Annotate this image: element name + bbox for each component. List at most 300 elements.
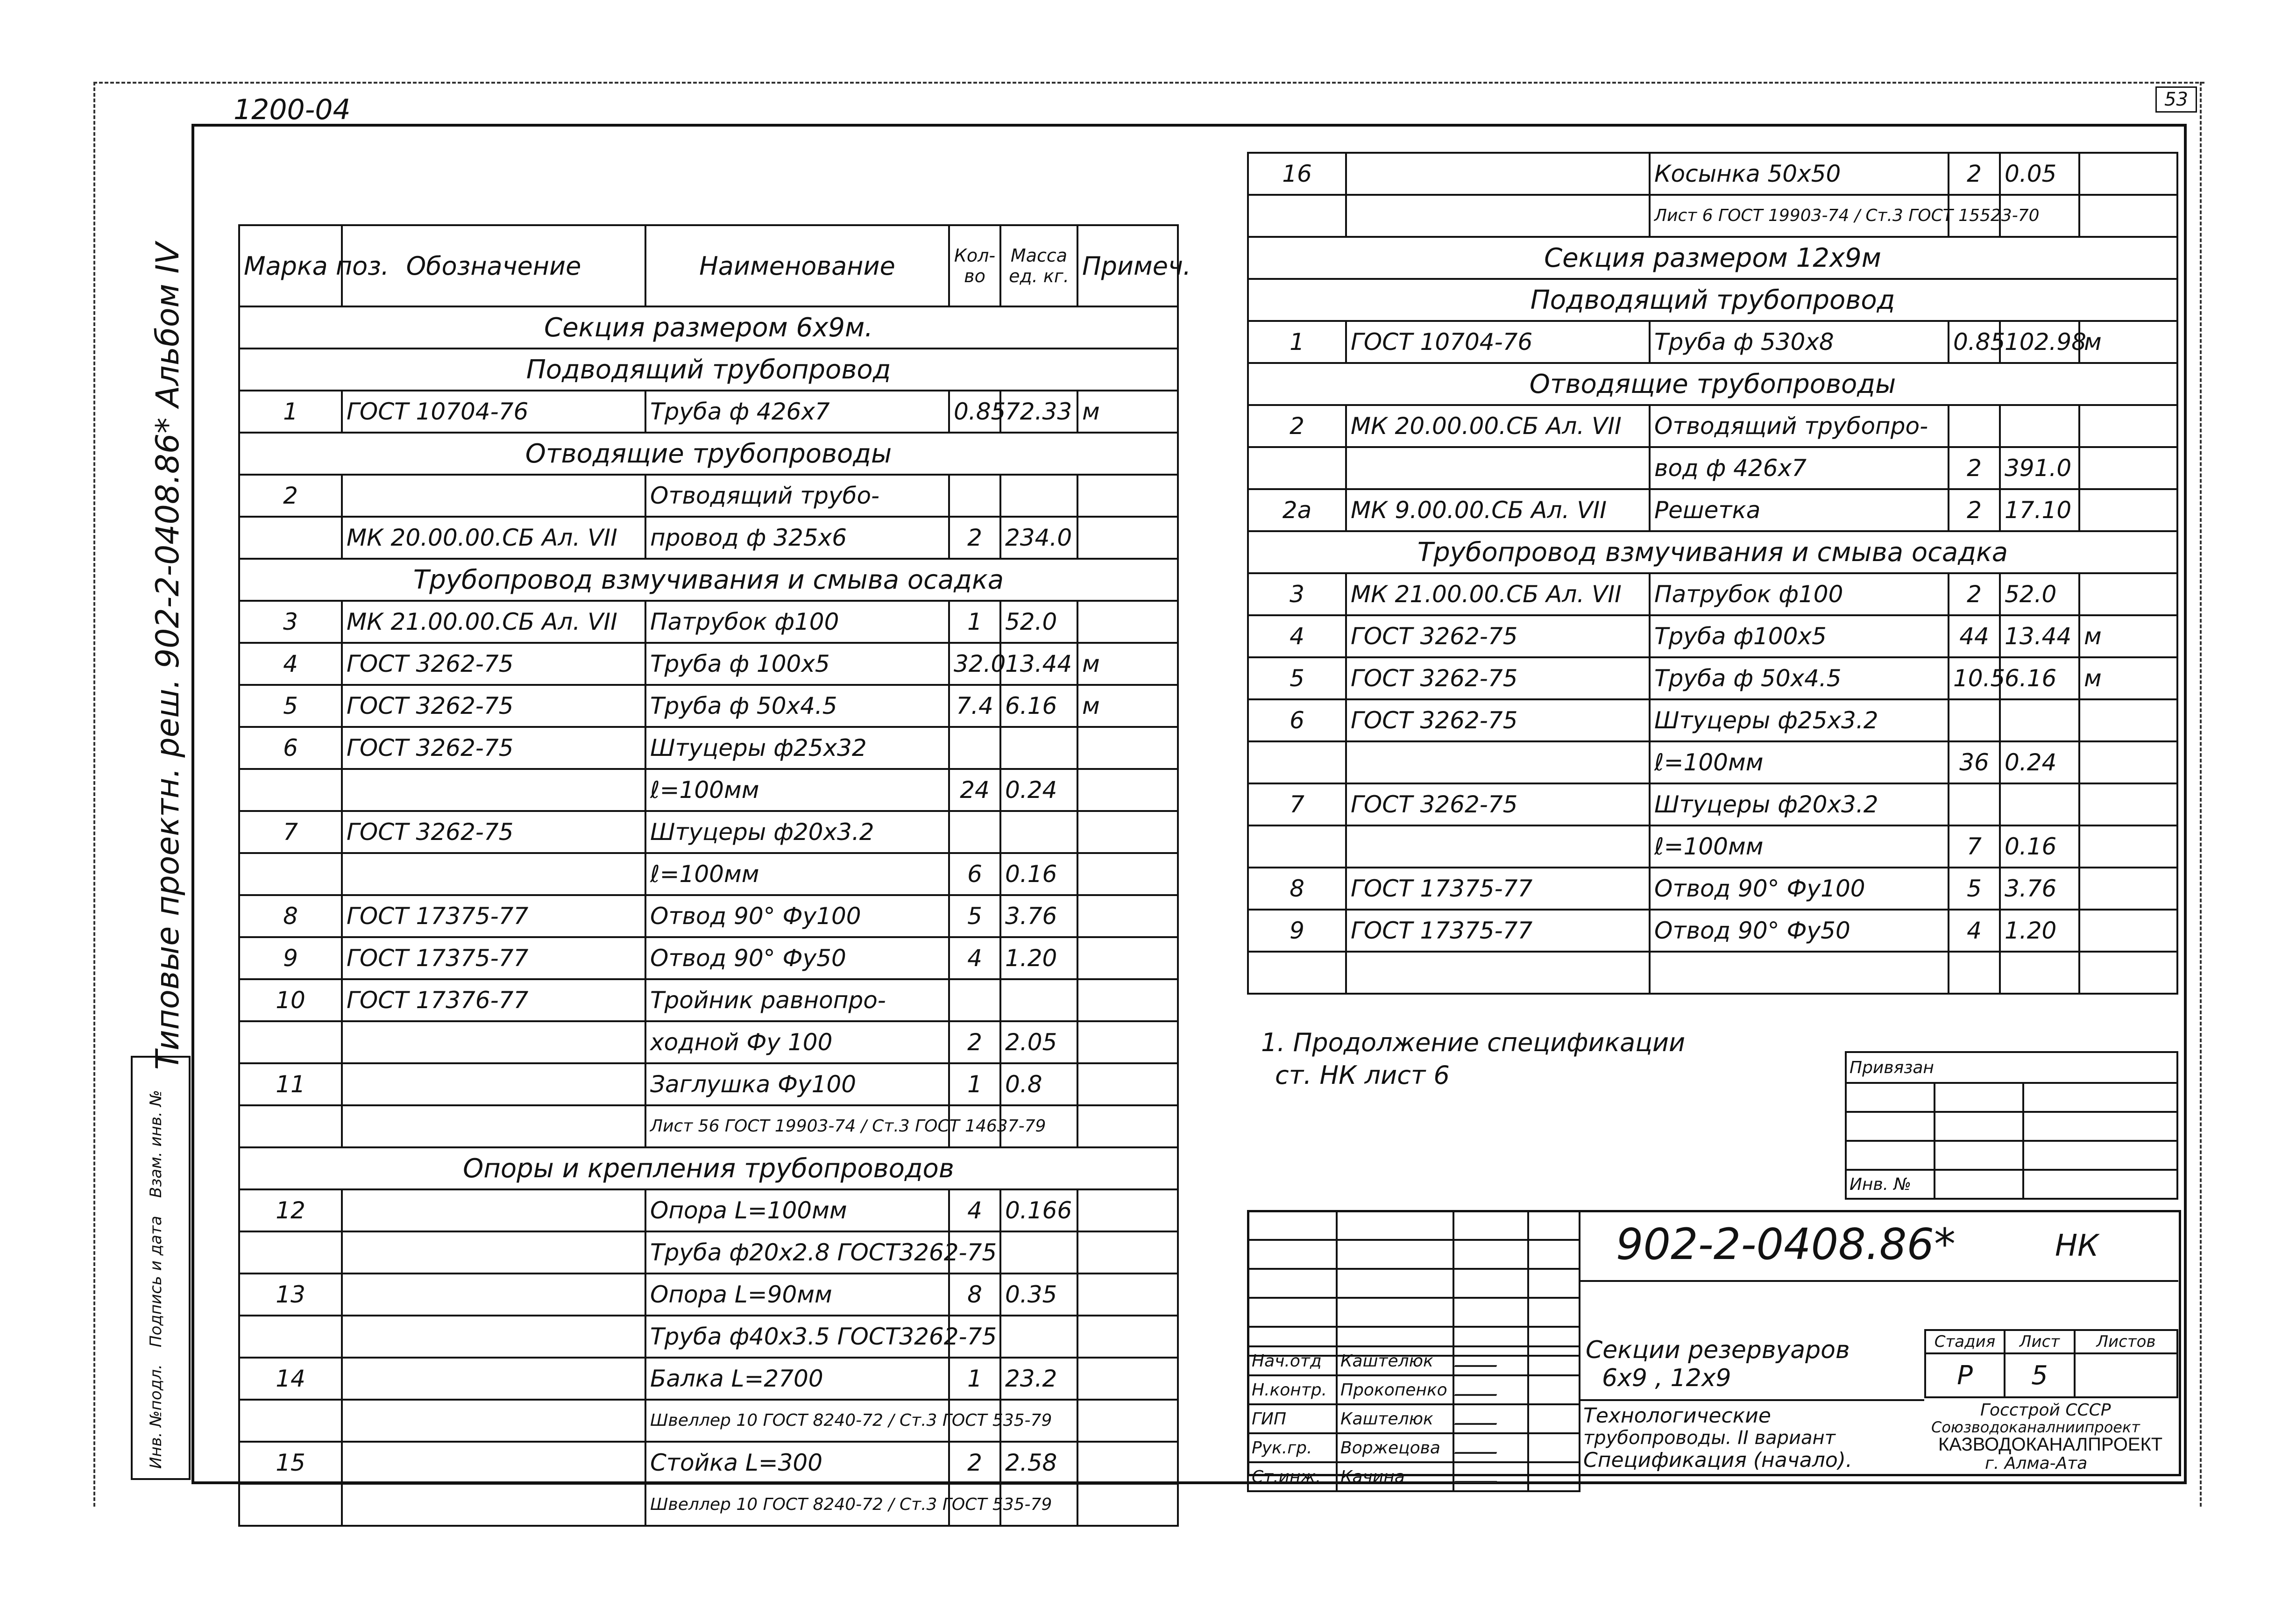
- signature-scribble: [1454, 1438, 1502, 1454]
- table-cell: 2: [949, 1021, 1000, 1063]
- table-row: [239, 517, 1178, 559]
- table-cell: [1949, 783, 2000, 825]
- signature-scribble: [1454, 1467, 1502, 1483]
- table-cell: [2079, 153, 2177, 195]
- bound-label: Привязан: [1846, 1052, 2177, 1083]
- table-cell: ГОСТ 17375-77: [342, 937, 645, 979]
- table-cell: ℓ=100мм: [645, 769, 949, 811]
- table-cell: 0.16: [2000, 825, 2079, 868]
- section-title: Отводящие трубопроводы: [1248, 363, 2177, 405]
- table-cell: Труба ф 50х4.5: [1650, 657, 1949, 699]
- col-header: Марка поз.: [239, 225, 342, 306]
- table-cell: Труба ф40х3.5 ГОСТ3262-75: [645, 1316, 949, 1358]
- table-cell: 234.0: [1000, 517, 1077, 559]
- table-row: [239, 769, 1178, 811]
- table-cell: [342, 1316, 645, 1358]
- table-row: [239, 1358, 1178, 1400]
- table-cell: 2: [1949, 153, 2000, 195]
- signature-scribble: [1454, 1351, 1502, 1367]
- table-cell: вод ф 426х7: [1650, 447, 1949, 489]
- table-row: [239, 1316, 1178, 1358]
- table-cell: ГОСТ 3262-75: [1346, 699, 1650, 741]
- table-cell: 10.5: [1949, 657, 2000, 699]
- table-cell: м: [2079, 657, 2177, 699]
- table-cell: 3.76: [1000, 895, 1077, 937]
- table-cell: 7: [1949, 825, 2000, 868]
- table-cell: ГОСТ 10704-76: [342, 391, 645, 433]
- table-cell: ГОСТ 3262-75: [342, 727, 645, 769]
- org-line-1: Госстрой СССР: [1980, 1401, 2111, 1420]
- table-cell: [239, 769, 342, 811]
- table-cell: Опора L=90мм: [645, 1274, 949, 1316]
- table-cell: 11: [239, 1063, 342, 1105]
- table-row: [239, 895, 1178, 937]
- table-cell: [342, 1484, 645, 1526]
- table-cell: [1077, 475, 1178, 517]
- table-cell: [1346, 447, 1650, 489]
- table-cell: 10: [239, 979, 342, 1021]
- person-name: Качина: [1337, 1462, 1453, 1491]
- table-cell: 2: [239, 475, 342, 517]
- top-code: 1200-04: [234, 93, 351, 126]
- table-cell: Отводящий трубо-: [645, 475, 949, 517]
- table-cell: [2079, 195, 2177, 237]
- table-cell: [1077, 1105, 1178, 1147]
- table-cell: [1346, 195, 1650, 237]
- table-cell: Труба ф 426х7: [645, 391, 949, 433]
- table-cell: 2.05: [1000, 1021, 1077, 1063]
- table-row: [239, 1400, 1178, 1442]
- table-cell: 32.0: [949, 643, 1000, 685]
- table-cell: [2079, 868, 2177, 910]
- table-cell: 1: [949, 601, 1000, 643]
- table-cell: ГОСТ 3262-75: [1346, 783, 1650, 825]
- table-cell: [1077, 979, 1178, 1021]
- table-row: [239, 1189, 1178, 1231]
- table-cell: [949, 811, 1000, 853]
- table-cell: [2079, 783, 2177, 825]
- table-cell: [2000, 699, 2079, 741]
- table-cell: 102.98: [2000, 321, 2079, 363]
- table-cell: [1248, 741, 1346, 783]
- table-cell: 5: [239, 685, 342, 727]
- table-cell: ГОСТ 10704-76: [1346, 321, 1650, 363]
- table-row: [1248, 447, 2177, 489]
- table-cell: [239, 1231, 342, 1274]
- table-row: [1248, 153, 2177, 195]
- table-cell: провод ф 325х6: [645, 517, 949, 559]
- table-cell: [1248, 195, 1346, 237]
- col-header: Кол-во: [949, 225, 1000, 306]
- table-cell: 15: [239, 1442, 342, 1484]
- table-cell: [239, 517, 342, 559]
- table-cell: [1077, 853, 1178, 895]
- table-cell: 1.20: [2000, 910, 2079, 952]
- table-row: [1248, 195, 2177, 237]
- date-cell: [1528, 1404, 1580, 1433]
- table-cell: Труба ф100х5: [1650, 615, 1949, 657]
- signature: [1453, 1433, 1528, 1462]
- table-cell: 23.2: [1000, 1358, 1077, 1400]
- table-row: [1248, 783, 2177, 825]
- table-cell: 8: [239, 895, 342, 937]
- table-row: [239, 979, 1178, 1021]
- table-cell: [2079, 447, 2177, 489]
- org-line-3: КАЗВОДОКАНАЛПРОЕКТ: [1938, 1434, 2163, 1455]
- table-cell: [2079, 741, 2177, 783]
- table-header-row: [239, 225, 1178, 306]
- table-cell: 2: [1248, 405, 1346, 447]
- doc-code: 902-2-0408.86*: [1616, 1219, 1956, 1269]
- table-cell: 24: [949, 769, 1000, 811]
- table-cell: Штуцеры ф20х3.2: [1650, 783, 1949, 825]
- doc-mark: НК: [2055, 1229, 2099, 1263]
- table-cell: [342, 769, 645, 811]
- subtitle-line-1: Технологические: [1583, 1404, 1771, 1428]
- table-cell: Патрубок ф100: [1650, 573, 1949, 615]
- table-cell: 13.44: [1000, 643, 1077, 685]
- section-row: [1248, 363, 2177, 405]
- section-title: Опоры и крепления трубопроводов: [239, 1147, 1178, 1189]
- table-row: [239, 1105, 1178, 1147]
- note-line-2: ст. НК лист 6: [1275, 1060, 1450, 1090]
- table-cell: [2079, 573, 2177, 615]
- sheet-top-dash: [93, 82, 2204, 84]
- table-cell: [1650, 952, 1949, 994]
- table-cell: 6.16: [1000, 685, 1077, 727]
- table-cell: 16: [1248, 153, 1346, 195]
- note-line-1: 1. Продолжение спецификации: [1261, 1028, 1686, 1057]
- table-cell: [1077, 811, 1178, 853]
- signature: [1453, 1462, 1528, 1491]
- sheet-right-dash: [2200, 82, 2202, 1507]
- table-cell: ГОСТ 3262-75: [1346, 615, 1650, 657]
- table-cell: 0.24: [2000, 741, 2079, 783]
- table-cell: [2079, 489, 2177, 531]
- table-cell: [239, 1316, 342, 1358]
- table-cell: ℓ=100мм: [645, 853, 949, 895]
- table-cell: 2: [949, 1442, 1000, 1484]
- sheet-label: Лист: [2005, 1330, 2075, 1353]
- table-cell: [342, 1189, 645, 1231]
- table-cell: [1077, 1400, 1178, 1442]
- table-cell: 9: [239, 937, 342, 979]
- table-row: [239, 937, 1178, 979]
- side-stamp-sign: Подпись и дата: [147, 1216, 165, 1347]
- stamp-grid-top: [1247, 1210, 1580, 1357]
- table-cell: [1077, 1358, 1178, 1400]
- table-cell: Заглушка Фу100: [645, 1063, 949, 1105]
- sheets-label: Листов: [2075, 1330, 2177, 1353]
- bound-inv: Инв. №: [1846, 1170, 1935, 1199]
- table-row: [1248, 868, 2177, 910]
- table-cell: [1077, 769, 1178, 811]
- table-cell: Косынка 50х50: [1650, 153, 1949, 195]
- table-cell: МК 21.00.00.СБ Ал. VII: [342, 601, 645, 643]
- section-title: Трубопровод взмучивания и смыва осадка: [1248, 531, 2177, 573]
- table-cell: ℓ=100мм: [1650, 825, 1949, 868]
- table-row: [1248, 573, 2177, 615]
- table-cell: 2: [1949, 489, 2000, 531]
- table-cell: 2: [1949, 573, 2000, 615]
- table-cell: [239, 1484, 342, 1526]
- section-title: Трубопровод взмучивания и смыва осадка: [239, 559, 1178, 601]
- table-cell: 17.10: [2000, 489, 2079, 531]
- table-cell: Отвод 90° Фу50: [645, 937, 949, 979]
- stage-label: Стадия: [1925, 1330, 2005, 1353]
- side-stamp-replace: Взам. инв. №: [147, 1090, 165, 1198]
- table-cell: 6: [239, 727, 342, 769]
- table-cell: [342, 1274, 645, 1316]
- person-role: Ст.инж.: [1248, 1462, 1337, 1491]
- table-row: [239, 727, 1178, 769]
- section-row: [239, 349, 1178, 391]
- table-cell: [2079, 910, 2177, 952]
- table-cell: 4: [949, 937, 1000, 979]
- right-spec-table: [1247, 152, 2178, 995]
- table-cell: 52.0: [2000, 573, 2079, 615]
- table-cell: [949, 727, 1000, 769]
- table-cell: ГОСТ 3262-75: [1346, 657, 1650, 699]
- col-header: Обозначение: [342, 225, 645, 306]
- signature-scribble: [1454, 1380, 1502, 1396]
- table-cell: [1346, 741, 1650, 783]
- person-name: Прокопенко: [1337, 1375, 1453, 1404]
- table-cell: [1949, 699, 2000, 741]
- table-cell: [342, 853, 645, 895]
- table-cell: 2: [1949, 447, 2000, 489]
- section-row: [1248, 279, 2177, 321]
- org-line-2: Союзводоканалниипроект: [1931, 1418, 2140, 1436]
- table-cell: Отвод 90° Фу100: [645, 895, 949, 937]
- table-row: [239, 811, 1178, 853]
- person-role: Рук.гр.: [1248, 1433, 1337, 1462]
- table-cell: [1077, 1484, 1178, 1526]
- table-cell: МК 21.00.00.СБ Ал. VII: [1346, 573, 1650, 615]
- table-cell: [2079, 952, 2177, 994]
- table-cell: ГОСТ 17375-77: [1346, 868, 1650, 910]
- table-cell: Решетка: [1650, 489, 1949, 531]
- table-cell: Тройник равнопро-: [645, 979, 949, 1021]
- table-cell: [949, 475, 1000, 517]
- table-cell: [2000, 783, 2079, 825]
- col-header: Примеч.: [1077, 225, 1178, 306]
- section-row: [239, 306, 1178, 349]
- table-cell: [342, 1442, 645, 1484]
- table-cell: [1000, 1316, 1077, 1358]
- table-cell: 7: [239, 811, 342, 853]
- table-cell: 8: [1248, 868, 1346, 910]
- table-row: [239, 643, 1178, 685]
- table-cell: 3: [1248, 573, 1346, 615]
- side-title: Типовые проектн. реш. 902-2-0408.86* Альбом IV: [149, 242, 186, 1070]
- table-cell: 13: [239, 1274, 342, 1316]
- table-cell: [1000, 475, 1077, 517]
- table-cell: 7.4: [949, 685, 1000, 727]
- section-title: Подводящий трубопровод: [239, 349, 1178, 391]
- table-cell: 2: [949, 517, 1000, 559]
- col-header: Наименование: [645, 225, 949, 306]
- person-name: Каштелюк: [1337, 1346, 1453, 1375]
- table-row: [1248, 952, 2177, 994]
- table-cell: Труба ф20х2.8 ГОСТ3262-75: [645, 1231, 949, 1274]
- table-cell: МК 20.00.00.СБ Ал. VII: [342, 517, 645, 559]
- page-number: 53: [2155, 86, 2197, 113]
- sheet-left-dash: [93, 82, 95, 1507]
- table-row: [1248, 405, 2177, 447]
- table-cell: Лист 6 ГОСТ 19903-74 / Ст.3 ГОСТ 15523-70: [1650, 195, 1949, 237]
- section-title: Отводящие трубопроводы: [239, 433, 1178, 475]
- table-cell: Труба ф 530х8: [1650, 321, 1949, 363]
- date-cell: [1528, 1375, 1580, 1404]
- side-stamp-inv: Инв. №подл.: [147, 1364, 165, 1469]
- table-cell: ГОСТ 17375-77: [342, 895, 645, 937]
- person-role: Нач.отд: [1248, 1346, 1337, 1375]
- table-row: [239, 391, 1178, 433]
- table-row: [239, 475, 1178, 517]
- table-cell: 72.33: [1000, 391, 1077, 433]
- person-name: Каштелюк: [1337, 1404, 1453, 1433]
- table-row: [239, 1063, 1178, 1105]
- section-row: [1248, 237, 2177, 279]
- table-cell: [1949, 405, 2000, 447]
- table-cell: [1248, 952, 1346, 994]
- table-row: [1248, 699, 2177, 741]
- table-cell: [2000, 952, 2079, 994]
- table-cell: 1: [949, 1063, 1000, 1105]
- table-cell: 4: [1949, 910, 2000, 952]
- table-cell: 36: [1949, 741, 2000, 783]
- title-line-1: Секции резервуаров: [1586, 1336, 1850, 1364]
- table-cell: [342, 1105, 645, 1147]
- person-row: [1248, 1433, 1580, 1462]
- sheet-value: 5: [2005, 1353, 2075, 1397]
- table-cell: [2000, 405, 2079, 447]
- table-cell: 1: [949, 1358, 1000, 1400]
- table-cell: Отвод 90° Фу50: [1650, 910, 1949, 952]
- table-cell: [1248, 447, 1346, 489]
- table-cell: Труба ф 100х5: [645, 643, 949, 685]
- table-cell: 0.05: [2000, 153, 2079, 195]
- person-row: [1248, 1404, 1580, 1433]
- table-row: [239, 1231, 1178, 1274]
- table-cell: 6: [1248, 699, 1346, 741]
- signature: [1453, 1404, 1528, 1433]
- table-cell: [1000, 811, 1077, 853]
- table-cell: [239, 1021, 342, 1063]
- table-cell: [1077, 1316, 1178, 1358]
- table-cell: [1077, 1442, 1178, 1484]
- date-cell: [1528, 1462, 1580, 1491]
- table-cell: [1077, 937, 1178, 979]
- subtitle-line-3: Спецификация (начало).: [1583, 1448, 1852, 1472]
- left-spec-table: [238, 224, 1191, 1527]
- table-cell: 14: [239, 1358, 342, 1400]
- stage-table: [1924, 1329, 2178, 1398]
- table-cell: [1077, 727, 1178, 769]
- table-cell: 8: [949, 1274, 1000, 1316]
- table-cell: ГОСТ 17376-77: [342, 979, 645, 1021]
- table-cell: [342, 1021, 645, 1063]
- table-cell: МК 20.00.00.СБ Ал. VII: [1346, 405, 1650, 447]
- table-cell: МК 9.00.00.СБ Ал. VII: [1346, 489, 1650, 531]
- section-row: [239, 1147, 1178, 1189]
- table-cell: 3: [239, 601, 342, 643]
- table-cell: 5: [949, 895, 1000, 937]
- table-cell: 0.85: [1949, 321, 2000, 363]
- table-cell: [1000, 979, 1077, 1021]
- table-cell: 52.0: [1000, 601, 1077, 643]
- table-cell: м: [2079, 615, 2177, 657]
- person-role: ГИП: [1248, 1404, 1337, 1433]
- person-role: Н.контр.: [1248, 1375, 1337, 1404]
- table-cell: [1077, 895, 1178, 937]
- table-cell: [1248, 825, 1346, 868]
- table-cell: 4: [1248, 615, 1346, 657]
- table-cell: [342, 1063, 645, 1105]
- table-cell: [2079, 825, 2177, 868]
- table-cell: 44: [1949, 615, 2000, 657]
- table-cell: 9: [1248, 910, 1346, 952]
- table-cell: [342, 475, 645, 517]
- table-cell: ГОСТ 3262-75: [342, 685, 645, 727]
- table-cell: [2079, 405, 2177, 447]
- table-cell: 3.76: [2000, 868, 2079, 910]
- table-row: [239, 685, 1178, 727]
- table-cell: Труба ф 50х4.5: [645, 685, 949, 727]
- section-title: Секция размером 6х9м.: [239, 306, 1178, 349]
- table-cell: [342, 1231, 645, 1274]
- table-cell: [1346, 825, 1650, 868]
- table-cell: Лист 56 ГОСТ 19903-74 / Ст.3 ГОСТ 14637-79: [645, 1105, 949, 1147]
- table-cell: 0.8: [1000, 1063, 1077, 1105]
- section-title: Подводящий трубопровод: [1248, 279, 2177, 321]
- table-cell: Балка L=2700: [645, 1358, 949, 1400]
- table-cell: 12: [239, 1189, 342, 1231]
- table-cell: 5: [1949, 868, 2000, 910]
- date-cell: [1528, 1346, 1580, 1375]
- table-cell: 0.85: [949, 391, 1000, 433]
- section-row: [239, 559, 1178, 601]
- table-cell: [1000, 727, 1077, 769]
- table-cell: 0.166: [1000, 1189, 1077, 1231]
- table-cell: 0.35: [1000, 1274, 1077, 1316]
- table-cell: 1: [1248, 321, 1346, 363]
- table-cell: [1346, 952, 1650, 994]
- table-cell: Штуцеры ф25х32: [645, 727, 949, 769]
- table-cell: 6: [949, 853, 1000, 895]
- table-cell: [1949, 952, 2000, 994]
- table-cell: [2079, 699, 2177, 741]
- section-row: [1248, 531, 2177, 573]
- org-line-4: г. Алма-Ата: [1985, 1454, 2088, 1473]
- table-cell: 4: [239, 643, 342, 685]
- person-row: [1248, 1346, 1580, 1375]
- table-cell: м: [1077, 391, 1178, 433]
- table-row: [239, 853, 1178, 895]
- table-row: [1248, 825, 2177, 868]
- table-cell: [1077, 517, 1178, 559]
- table-cell: 5: [1248, 657, 1346, 699]
- table-cell: ходной Фу 100: [645, 1021, 949, 1063]
- table-cell: ℓ=100мм: [1650, 741, 1949, 783]
- table-row: [1248, 489, 2177, 531]
- table-cell: [239, 1105, 342, 1147]
- person-row: [1248, 1375, 1580, 1404]
- table-row: [239, 1442, 1178, 1484]
- table-cell: [1000, 1231, 1077, 1274]
- table-row: [1248, 321, 2177, 363]
